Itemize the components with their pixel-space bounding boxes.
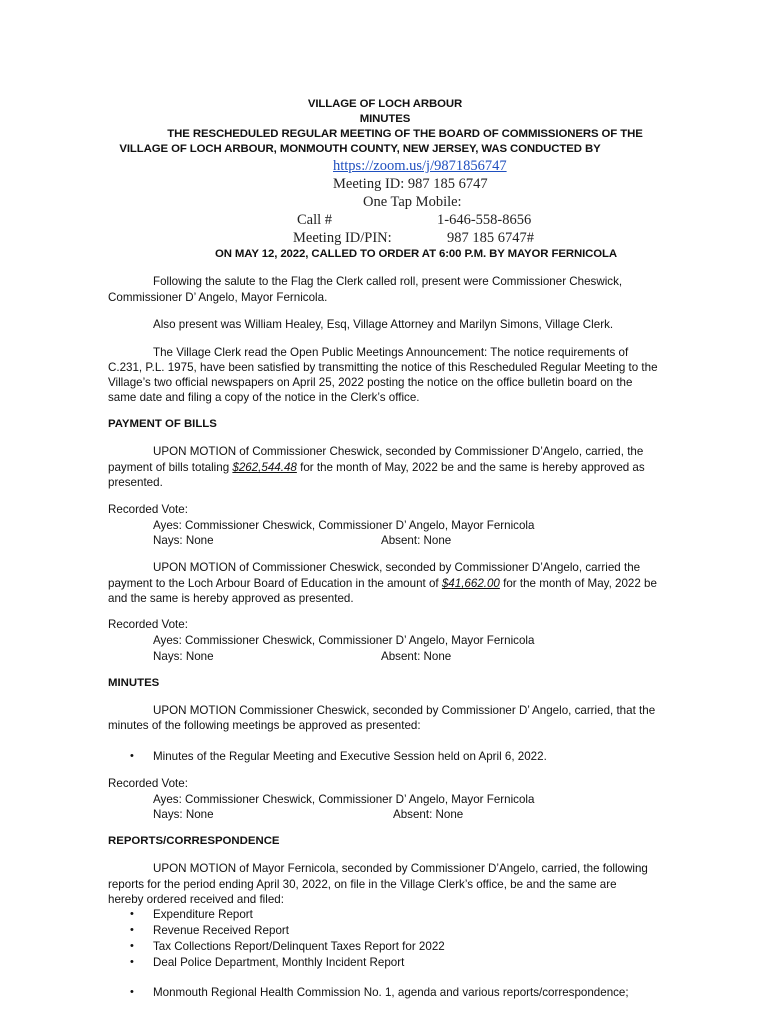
opma-line3: Village’s two official newspapers on April 25, 2022 posting the notice on the office bulletin board on the — [108, 376, 633, 389]
bullet-icon: • — [130, 924, 134, 936]
boe-amount: $41,662.00 — [441, 577, 500, 590]
minutes-motion-line2: minutes of the following meetings be approved as presented: — [108, 719, 421, 732]
call-number: 1-646-558-8656 — [437, 212, 532, 228]
call-label: Call # — [297, 212, 333, 228]
vote2-absent: Absent: None — [381, 650, 452, 663]
report-item: Tax Collections Report/Delinquent Taxes Report for 2022 — [153, 940, 445, 953]
meeting-id: Meeting ID: 987 185 6747 — [333, 176, 488, 192]
roll-call-line1: Following the salute to the Flag the Clerk called roll, present were Commissioner Cheswick, — [153, 275, 623, 288]
bills-motion1-line2: payment of bills totaling $262,544.48 for the month of May, 2022 be and the same is hereby approved as — [108, 461, 645, 474]
bullet-icon: • — [130, 750, 134, 762]
meeting-title-line2: VILLAGE OF LOCH ARBOUR, MONMOUTH COUNTY, NEW JERSEY, WAS CONDUCTED BY — [119, 143, 601, 155]
bills-motion1-line3: presented. — [108, 476, 163, 489]
bills-motion2-line1: UPON MOTION of Commissioner Cheswick, seconded by Commissioner D’Angelo, carried the — [153, 561, 641, 574]
opma-line4: same date and filing a copy of the notice in the Clerk’s office. — [108, 391, 420, 404]
opma-line1: The Village Clerk read the Open Public Meetings Announcement: The notice requirements of — [153, 346, 629, 359]
bills-motion2-line2: payment to the Loch Arbour Board of Education in the amount of $41,662.00 for the month of May, 2022 be — [108, 577, 657, 590]
one-tap-mobile: One Tap Mobile: — [363, 194, 462, 210]
vote1-nays: Nays: None — [153, 534, 214, 547]
bullet-icon: • — [130, 940, 134, 952]
report-item: Revenue Received Report — [153, 924, 289, 937]
report-item: Monmouth Regional Health Commission No. 1, agenda and various reports/correspondence; — [153, 986, 629, 999]
opma-line2: C.231, P.L. 1975, have been satisfied by transmitting the notice of this Rescheduled Regular Meeting to the — [108, 361, 658, 374]
report-item: Deal Police Department, Monthly Incident Report — [153, 956, 405, 969]
minutes-item: Minutes of the Regular Meeting and Executive Session held on April 6, 2022. — [153, 750, 547, 763]
minutes-title: MINUTES — [359, 113, 411, 125]
vote1-absent: Absent: None — [381, 534, 452, 547]
vote3-nays: Nays: None — [153, 808, 214, 821]
vote2-label: Recorded Vote: — [108, 618, 188, 631]
payment-of-bills-heading: PAYMENT OF BILLS — [108, 418, 217, 430]
reports-motion-line2: reports for the period ending April 30, 2022, on file in the Village Clerk’s office, be and the same are — [108, 878, 617, 891]
bills-motion1-line1: UPON MOTION of Commissioner Cheswick, seconded by Commissioner D’Angelo, carried, the — [153, 445, 644, 458]
minutes-motion-line1: UPON MOTION Commissioner Cheswick, seconded by Commissioner D’ Angelo, carried, that the — [153, 704, 656, 717]
pin-label: Meeting ID/PIN: — [293, 230, 392, 246]
pin-value: 987 185 6747# — [447, 230, 534, 246]
village-title: VILLAGE OF LOCH ARBOUR — [307, 98, 463, 110]
vote2-nays: Nays: None — [153, 650, 214, 663]
roll-call-line2: Commissioner D’ Angelo, Mayor Fernicola. — [108, 291, 328, 304]
vote3-ayes: Ayes: Commissioner Cheswick, Commissioner D’ Angelo, Mayor Fernicola — [153, 793, 535, 806]
bullet-icon: • — [130, 908, 134, 920]
reports-motion-line3: hereby ordered received and filed: — [108, 893, 284, 906]
vote3-absent: Absent: None — [393, 808, 464, 821]
reports-motion-line1: UPON MOTION of Mayor Fernicola, seconded by Commissioner D’Angelo, carried, the following — [153, 862, 648, 875]
bullet-icon: • — [130, 956, 134, 968]
called-to-order-line: ON MAY 12, 2022, CALLED TO ORDER AT 6:00 P.M. BY MAYOR FERNICOLA — [214, 248, 618, 260]
vote2-ayes: Ayes: Commissioner Cheswick, Commissioner D’ Angelo, Mayor Fernicola — [153, 634, 535, 647]
vote1-ayes: Ayes: Commissioner Cheswick, Commissioner D’ Angelo, Mayor Fernicola — [153, 519, 535, 532]
meeting-title-line1: THE RESCHEDULED REGULAR MEETING OF THE BOARD OF COMMISSIONERS OF THE — [167, 128, 643, 140]
report-item: Expenditure Report — [153, 908, 253, 921]
also-present: Also present was William Healey, Esq, Village Attorney and Marilyn Simons, Village Clerk. — [153, 318, 614, 331]
bills-motion2-line3: and the same is hereby approved as presented. — [108, 592, 354, 605]
minutes-heading: MINUTES — [108, 677, 160, 689]
bullet-icon: • — [130, 986, 134, 998]
vote1-label: Recorded Vote: — [108, 503, 188, 516]
zoom-link[interactable]: https://zoom.us/j/9871856747 — [333, 158, 507, 174]
vote3-label: Recorded Vote: — [108, 777, 188, 790]
reports-heading: REPORTS/CORRESPONDENCE — [108, 835, 280, 847]
bills-total-amount: $262,544.48 — [232, 461, 297, 474]
